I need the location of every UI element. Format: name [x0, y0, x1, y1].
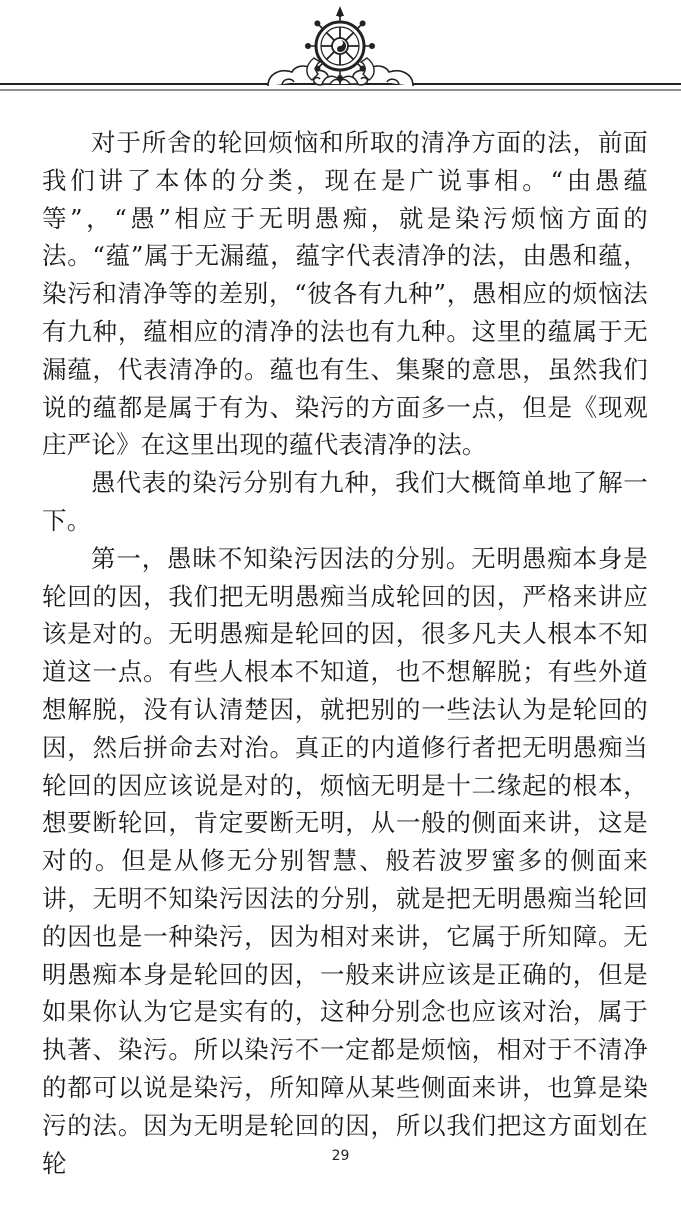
paragraph: 第一，愚昧不知染污因法的分别。无明愚痴本身是轮回的因，我们把无明愚痴当成轮回的因，严格来讲应该是对的。无明愚痴是轮回的因，很多凡夫人根本不知道这一点。有些人根本不知道，也不想解脱；有些外道想解脱，没有认清楚因，就把别的一些法认为是轮回的因，然后拼命去对治。真正的内道修行者把无明愚痴当轮回的因应该说是对的，烦恼无明是十二缘起的根本，想要断轮回，肯定要断无明，从一般的侧面来讲，这是对的。但是从修无分别智慧、般若波罗蜜多的侧面来讲，无明不知染污因法的分别，就是把无明愚痴当轮回的因也是一种染污，因为相对来讲，它属于所知障。无明愚痴本身是轮回的因，一般来讲应该是正确的，但是如果你认为它是实有的，这种分别念也应该对治，属于执著、染污。所以染污不一定都是烦恼，相对于不清净的都可以说是染污，所知障从某些侧面来讲，也算是染污的法。因为无明是轮回的因，所以我们把这方面划在轮 [42, 543, 648, 1178]
dharma-wheel-icon [305, 6, 375, 81]
paragraph: 愚代表的染污分别有九种，我们大概简单地了解一下。 [42, 468, 648, 535]
page-header-ornament [0, 0, 681, 110]
paragraph: 对于所舍的轮回烦恼和所取的清净方面的法，前面我们讲了本体的分类，现在是广说事相。“由愚蕴等”，“愚”相应于无明愚痴，就是染污烦恼方面的法。“蕴”属于无漏蕴，蕴字代表清净的法，由愚和蕴，染污和清净等的差别，“彼各有九种”，愚相应的烦恼法有九种，蕴相应的清净的法也有九种。这里的蕴属于无漏蕴，代表清净的。蕴也有生、集聚的意思，虽然我们说的蕴都是属于有为、染污的方面多一点，但是《现观庄严论》在这里出现的蕴代表清净的法。 [42, 128, 648, 460]
body-text [42, 124, 648, 1182]
header-rule [0, 84, 681, 90]
header-ornament-graphic [0, 0, 681, 110]
page-number: 29 [331, 1148, 350, 1164]
